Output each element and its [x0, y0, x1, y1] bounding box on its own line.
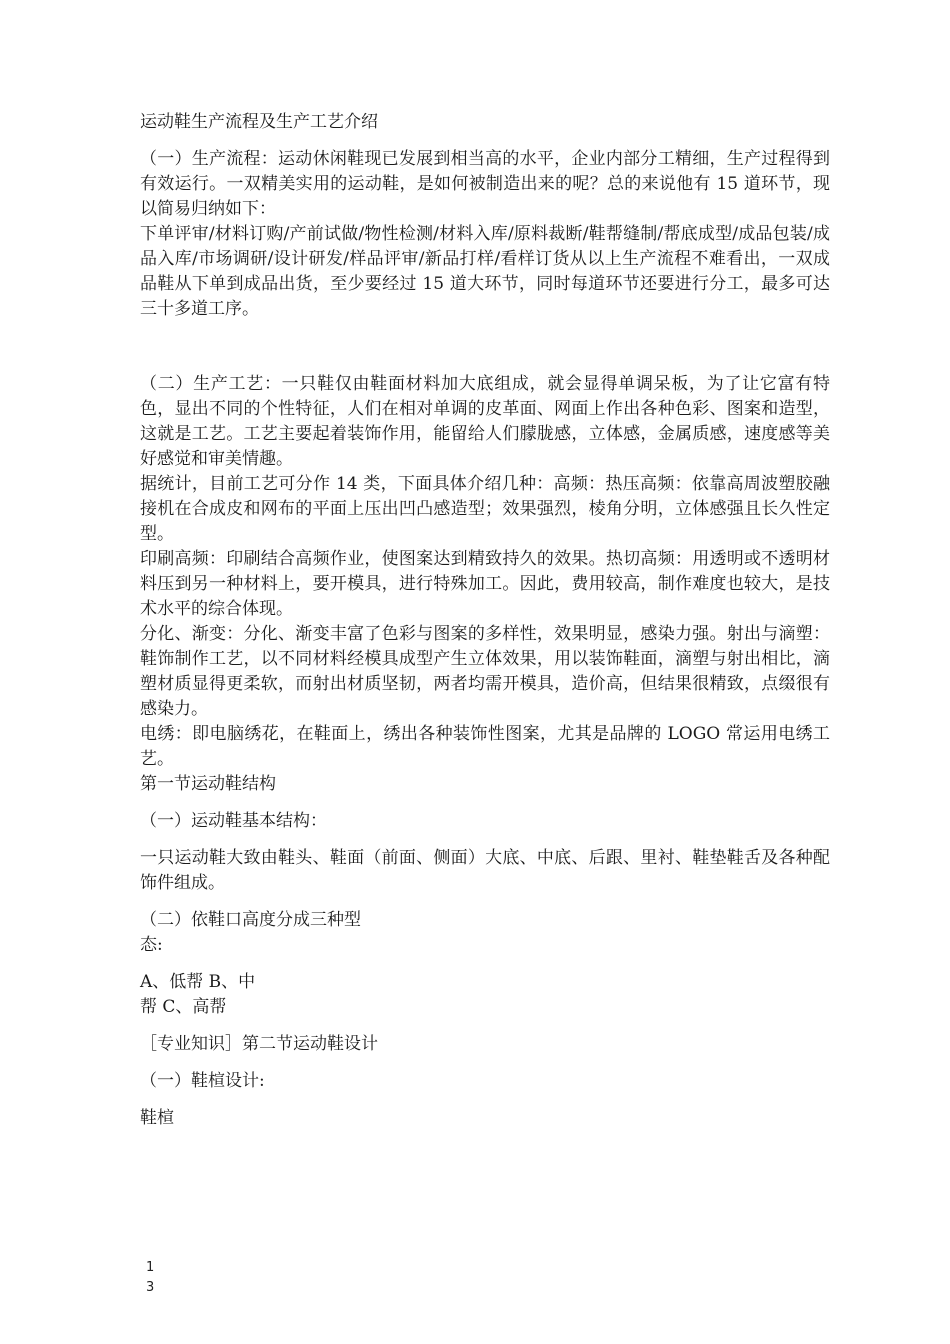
- paragraph-print-highfreq: 印刷高频：印刷结合高频作业，使图案达到精致持久的效果。热切高频：用透明或不透明材料压到另一种材料上，要开模具，进行特殊加工。因此，费用较高，制作难度也较大，是技术水平的综合体现。: [140, 549, 830, 619]
- page-number-line1: 1: [146, 1260, 155, 1275]
- section-heading-structure: 第一节运动鞋结构: [140, 774, 276, 794]
- document-body: [140, 110, 830, 1131]
- paragraph-shoe-parts: 一只运动鞋大致由鞋头、鞋面（前面、侧面）大底、中底、后跟、里衬、鞋垫鞋舌及各种配饰件组成。: [140, 848, 830, 893]
- subheading-last-design: （一）鞋楦设计:: [140, 1071, 265, 1091]
- subheading-basic-structure: （一）运动鞋基本结构：: [140, 811, 327, 831]
- document-title: 运动鞋生产流程及生产工艺介绍: [140, 112, 378, 132]
- page-number: [146, 1258, 154, 1298]
- subheading-collar-height-line1: （二）依鞋口高度分成三种型: [140, 910, 361, 930]
- paragraph-gradient-injection: 分化、渐变：分化、渐变丰富了色彩与图案的多样性，效果明显，感染力强。射出与滴塑：鞋饰制作工艺，以不同材料经模具成型产生立体效果，用以装饰鞋面，滴塑与射出相比，滴塑材质显得更柔软，而射出材质坚韧，两者均需开模具，造价高，但结果很精致，点缀很有感染力。: [140, 624, 830, 719]
- list-collar-types-line2: 帮 C、高帮: [140, 997, 227, 1017]
- list-collar-types-line1: A、低帮 B、中: [140, 972, 256, 992]
- paragraph-production-process: （一）生产流程：运动休闲鞋现已发展到相当高的水平，企业内部分工精细，生产过程得到有效运行。一双精美实用的运动鞋，是如何被制造出来的呢？总的来说他有 15 道环节，现以简易归纳如下：: [140, 149, 830, 219]
- subheading-collar-height-line2: 态:: [140, 935, 163, 955]
- paragraph-last: 鞋楦: [140, 1108, 174, 1128]
- paragraph-process-steps: 下单评审/材料订购/产前试做/物性检测/材料入库/原料裁断/鞋帮缝制/帮底成型/成品包装/成品入库/市场调研/设计研发/样品评审/新品打样/看样订货从以上生产流程不难看出，一双成品鞋从下单到成品出货，至少要经过 15 道大环节，同时每道环节还要进行分工，最多可达三十多道工序。: [140, 224, 830, 319]
- paragraph-craft-statistics: 据统计，目前工艺可分作 14 类，下面具体介绍几种：高频：热压高频：依靠高周波塑胶融接机在合成皮和网布的平面上压出凹凸感造型；效果强烈，棱角分明，立体感强且长久性定型。: [140, 474, 830, 544]
- paragraph-production-craft: （二）生产工艺：一只鞋仅由鞋面材料加大底组成，就会显得单调呆板，为了让它富有特色，显出不同的个性特征，人们在相对单调的皮革面、网面上作出各种色彩、图案和造型，这就是工艺。工艺主要起着装饰作用，能留给人们朦胧感，立体感，金属质感，速度感等美好感觉和审美情趣。: [140, 374, 830, 469]
- page-number-line2: 3: [146, 1280, 155, 1295]
- paragraph-embroidery: 电绣：即电脑绣花，在鞋面上，绣出各种装饰性图案，尤其是品牌的 LOGO 常运用电绣工艺。: [140, 724, 830, 769]
- section-heading-design: ［专业知识］第二节运动鞋设计: [140, 1034, 378, 1054]
